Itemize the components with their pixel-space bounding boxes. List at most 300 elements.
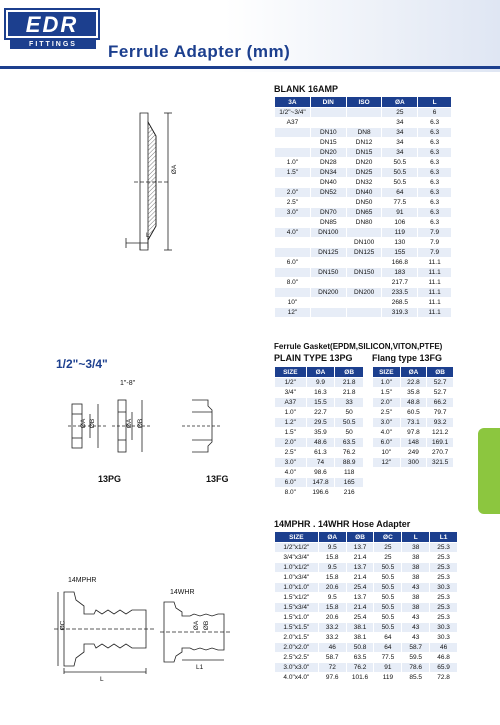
- table-cell: [275, 178, 311, 188]
- table-cell: 30.3: [430, 633, 458, 643]
- table-cell: 25.3: [430, 563, 458, 573]
- table-cell: 6.3: [418, 218, 452, 228]
- table-cell: 21.4: [346, 603, 374, 613]
- hose-title: 14MPHR . 14WHR Hose Adapter: [274, 519, 411, 529]
- table-cell: 46: [318, 643, 346, 653]
- table-cell: 268.5: [382, 298, 418, 308]
- table-cell: 6.3: [418, 128, 452, 138]
- table-cell: 12": [373, 458, 401, 468]
- table-row: [275, 543, 458, 553]
- hose-dim-l-label: L: [100, 676, 104, 683]
- plain-col-size: SIZE: [275, 367, 307, 378]
- table-cell: 43: [402, 623, 430, 633]
- whr-dim-b-label: ØB: [203, 620, 211, 631]
- table-cell: 50.8: [346, 643, 374, 653]
- hose-table: [274, 531, 458, 683]
- table-cell: 25.3: [430, 603, 458, 613]
- blank-col-iso: ISO: [346, 97, 382, 108]
- table-cell: 1.5"x1.0": [275, 613, 319, 623]
- table-cell: DN50: [346, 198, 382, 208]
- table-cell: DN15: [346, 148, 382, 158]
- table-cell: [346, 228, 382, 238]
- table-cell: 64: [374, 643, 402, 653]
- table-cell: 35.9: [306, 428, 335, 438]
- hose-col-b: ØB: [346, 532, 374, 543]
- table-cell: [346, 108, 382, 118]
- table-cell: 25.3: [430, 543, 458, 553]
- table-row: [275, 488, 364, 498]
- table-cell: 8.0": [275, 488, 307, 498]
- table-row: [275, 138, 452, 148]
- table-cell: DN65: [346, 208, 382, 218]
- table-cell: 64: [382, 188, 418, 198]
- table-cell: 6.0": [275, 258, 311, 268]
- table-cell: 50.5: [335, 418, 364, 428]
- table-cell: 6: [418, 108, 452, 118]
- blank-col-3a: 3A: [275, 97, 311, 108]
- table-row: [275, 118, 452, 128]
- table-cell: 1.5"x1.5": [275, 623, 319, 633]
- gasket-title: Ferrule Gasket(EPDM,SILICON,VITON,PTFE): [274, 342, 443, 351]
- table-row: [275, 418, 364, 428]
- table-cell: 50.5: [374, 613, 402, 623]
- table-cell: [310, 308, 346, 318]
- table-cell: 1.0"x1.0": [275, 583, 319, 593]
- table-cell: [310, 198, 346, 208]
- blank-drawing: [118, 108, 188, 258]
- table-cell: 21.4: [346, 573, 374, 583]
- table-cell: 25.4: [346, 583, 374, 593]
- table-cell: 50.5: [374, 573, 402, 583]
- table-cell: 3.0": [275, 458, 307, 468]
- table-cell: 4.0"x4.0": [275, 673, 319, 683]
- table-cell: 216: [335, 488, 364, 498]
- table-cell: 217.7: [382, 278, 418, 288]
- table-row: [275, 603, 458, 613]
- table-row: [275, 593, 458, 603]
- table-cell: 15.8: [318, 573, 346, 583]
- table-row: [373, 378, 454, 388]
- table-row: [275, 643, 458, 653]
- table-cell: 1.0": [275, 408, 307, 418]
- hose-col-a: ØA: [318, 532, 346, 543]
- table-cell: 50.5: [374, 623, 402, 633]
- table-cell: 46: [430, 643, 458, 653]
- table-cell: 148: [400, 438, 427, 448]
- table-cell: 1.5"x1/2": [275, 593, 319, 603]
- table-cell: 121.2: [427, 428, 454, 438]
- table-cell: 43: [402, 583, 430, 593]
- flang-header-row: [373, 367, 454, 378]
- table-cell: 9.5: [318, 593, 346, 603]
- table-cell: 33: [335, 398, 364, 408]
- table-cell: 3/4": [275, 388, 307, 398]
- table-cell: 48.6: [306, 438, 335, 448]
- table-row: [275, 478, 364, 488]
- table-cell: 4.0": [373, 428, 401, 438]
- table-cell: DN100: [310, 228, 346, 238]
- table-row: [275, 408, 364, 418]
- table-row: [275, 248, 452, 258]
- flang-col-a: ØA: [400, 367, 427, 378]
- table-cell: 16.3: [306, 388, 335, 398]
- table-cell: 1.0"x3/4": [275, 573, 319, 583]
- table-row: [275, 158, 452, 168]
- table-cell: 2.0"x2.0": [275, 643, 319, 653]
- table-cell: 50.5: [374, 593, 402, 603]
- table-cell: 1.0": [275, 158, 311, 168]
- flang-title: Flang type 13FG: [372, 353, 443, 363]
- table-cell: 196.6: [306, 488, 335, 498]
- table-cell: 2.5": [275, 198, 311, 208]
- table-cell: 25.3: [430, 613, 458, 623]
- table-row: [275, 563, 458, 573]
- table-cell: 11.1: [418, 268, 452, 278]
- table-cell: DN15: [310, 138, 346, 148]
- table-cell: 321.5: [427, 458, 454, 468]
- table-cell: 6.0": [373, 438, 401, 448]
- table-row: [275, 178, 452, 188]
- flang-table: [372, 366, 454, 468]
- table-cell: 43: [402, 613, 430, 623]
- table-cell: 2.0": [275, 438, 307, 448]
- table-row: [275, 553, 458, 563]
- table-cell: A37: [275, 118, 311, 128]
- table-row: [373, 388, 454, 398]
- table-cell: [275, 148, 311, 158]
- table-row: [275, 653, 458, 663]
- table-cell: 43: [402, 633, 430, 643]
- side-tab[interactable]: [478, 428, 500, 514]
- table-cell: 77.5: [382, 198, 418, 208]
- table-cell: 58.7: [318, 653, 346, 663]
- hose-mphr-drawing: [54, 584, 164, 674]
- table-cell: 7.9: [418, 228, 452, 238]
- table-cell: 7.9: [418, 238, 452, 248]
- title-rule: [0, 66, 500, 69]
- table-row: [275, 388, 364, 398]
- table-row: [275, 308, 452, 318]
- table-cell: 72.8: [430, 673, 458, 683]
- fg-label: 13FG: [206, 474, 229, 484]
- table-cell: 52.7: [427, 378, 454, 388]
- table-cell: 34: [382, 118, 418, 128]
- table-row: [373, 398, 454, 408]
- table-cell: 46.8: [430, 653, 458, 663]
- table-row: [275, 278, 452, 288]
- table-cell: 50.5: [382, 178, 418, 188]
- table-cell: 97.8: [400, 428, 427, 438]
- plain-table: [274, 366, 364, 498]
- whr-dim-l1-label: L1: [196, 664, 204, 671]
- table-cell: 38: [402, 603, 430, 613]
- table-cell: 50.5: [374, 603, 402, 613]
- table-row: [275, 258, 452, 268]
- table-row: [275, 438, 364, 448]
- table-cell: DN52: [310, 188, 346, 198]
- table-cell: 21.8: [335, 388, 364, 398]
- table-cell: DN125: [346, 248, 382, 258]
- table-cell: [346, 308, 382, 318]
- table-cell: DN70: [310, 208, 346, 218]
- table-cell: DN200: [346, 288, 382, 298]
- blank-dim-l-label: L: [146, 232, 150, 239]
- hose-dim-c-label: ØC: [59, 620, 67, 631]
- table-cell: [275, 218, 311, 228]
- table-cell: 33.2: [318, 633, 346, 643]
- brand-logo-sub: FITTINGS: [10, 40, 96, 49]
- table-cell: 10": [275, 298, 311, 308]
- table-row: [275, 148, 452, 158]
- table-cell: DN32: [346, 178, 382, 188]
- table-cell: 25.4: [346, 613, 374, 623]
- table-cell: 35.8: [400, 388, 427, 398]
- table-cell: 11.1: [418, 308, 452, 318]
- table-cell: 166.8: [382, 258, 418, 268]
- table-cell: 78.6: [402, 663, 430, 673]
- table-cell: 101.6: [346, 673, 374, 683]
- table-cell: 4.0": [275, 228, 311, 238]
- table-cell: 22.8: [400, 378, 427, 388]
- table-cell: [275, 138, 311, 148]
- table-cell: 6.3: [418, 148, 452, 158]
- table-cell: 1/2": [275, 378, 307, 388]
- table-row: [275, 168, 452, 178]
- table-cell: 6.0": [275, 478, 307, 488]
- flang-col-b: ØB: [427, 367, 454, 378]
- table-cell: 91: [382, 208, 418, 218]
- table-cell: [275, 248, 311, 258]
- table-cell: 91: [374, 663, 402, 673]
- table-cell: 3.0": [275, 208, 311, 218]
- table-cell: 147.8: [306, 478, 335, 488]
- table-cell: 25: [374, 553, 402, 563]
- table-cell: [275, 288, 311, 298]
- table-row: [275, 573, 458, 583]
- table-cell: 50: [335, 408, 364, 418]
- table-row: [275, 208, 452, 218]
- table-cell: 50.5: [382, 168, 418, 178]
- table-row: [275, 288, 452, 298]
- table-row: [275, 623, 458, 633]
- plain-col-a: ØA: [306, 367, 335, 378]
- table-row: [373, 408, 454, 418]
- table-cell: 1.5": [275, 168, 311, 178]
- table-cell: DN20: [310, 148, 346, 158]
- table-cell: 6.3: [418, 198, 452, 208]
- table-cell: 25.3: [430, 553, 458, 563]
- blank-title: BLANK 16AMP: [274, 84, 339, 94]
- table-cell: 33.2: [318, 623, 346, 633]
- table-cell: 2.0"x1.5": [275, 633, 319, 643]
- table-row: [275, 108, 452, 118]
- table-cell: 30.3: [430, 583, 458, 593]
- table-cell: 8.0": [275, 278, 311, 288]
- table-cell: 11.1: [418, 278, 452, 288]
- table-cell: 15.8: [318, 603, 346, 613]
- brand-logo-mark: EDR: [6, 10, 98, 38]
- table-cell: 74: [306, 458, 335, 468]
- table-row: [275, 468, 364, 478]
- table-cell: DN12: [346, 138, 382, 148]
- table-cell: 2.0": [373, 398, 401, 408]
- table-cell: 6.3: [418, 158, 452, 168]
- table-row: [275, 448, 364, 458]
- table-cell: 119: [382, 228, 418, 238]
- table-row: [275, 673, 458, 683]
- blank-table: [274, 96, 452, 318]
- table-row: [275, 428, 364, 438]
- table-row: [275, 218, 452, 228]
- table-cell: 85.5: [402, 673, 430, 683]
- table-cell: 7.9: [418, 248, 452, 258]
- table-row: [373, 418, 454, 428]
- table-cell: DN80: [346, 218, 382, 228]
- table-cell: 1.0"x1/2": [275, 563, 319, 573]
- table-cell: 3.0": [373, 418, 401, 428]
- table-cell: DN85: [310, 218, 346, 228]
- table-cell: 79.7: [427, 408, 454, 418]
- table-cell: 77.5: [374, 653, 402, 663]
- table-cell: 50: [335, 428, 364, 438]
- gasket-dim-label: 1"-8": [120, 380, 136, 387]
- table-cell: 97.6: [318, 673, 346, 683]
- table-cell: 50.5: [374, 563, 402, 573]
- table-row: [275, 238, 452, 248]
- table-cell: 30.3: [430, 623, 458, 633]
- table-row: [275, 633, 458, 643]
- table-cell: 118: [335, 468, 364, 478]
- hose-whr-drawing: [160, 600, 240, 664]
- table-cell: 63.5: [346, 653, 374, 663]
- table-row: [275, 128, 452, 138]
- table-cell: A37: [275, 398, 307, 408]
- table-cell: DN25: [346, 168, 382, 178]
- table-cell: 233.5: [382, 288, 418, 298]
- table-cell: 2.5"x2.5": [275, 653, 319, 663]
- table-cell: 13.7: [346, 563, 374, 573]
- fg-dim-b-label: ØB: [137, 418, 145, 429]
- whr-label: 14WHR: [170, 589, 195, 596]
- table-cell: 58.7: [402, 643, 430, 653]
- table-cell: 21.4: [346, 553, 374, 563]
- table-cell: 63.5: [335, 438, 364, 448]
- table-cell: 48.8: [400, 398, 427, 408]
- table-cell: DN40: [346, 188, 382, 198]
- table-cell: 52.7: [427, 388, 454, 398]
- table-cell: 72: [318, 663, 346, 673]
- table-cell: 2.5": [373, 408, 401, 418]
- table-cell: [310, 238, 346, 248]
- table-cell: [310, 278, 346, 288]
- table-row: [275, 663, 458, 673]
- table-row: [275, 188, 452, 198]
- table-cell: [275, 238, 311, 248]
- table-cell: 21.8: [335, 378, 364, 388]
- table-cell: 59.5: [402, 653, 430, 663]
- table-cell: 38.1: [346, 633, 374, 643]
- table-cell: [346, 258, 382, 268]
- table-cell: 6.3: [418, 118, 452, 128]
- hose-col-l: L: [402, 532, 430, 543]
- table-row: [275, 378, 364, 388]
- table-cell: 13.7: [346, 593, 374, 603]
- table-cell: 76.2: [335, 448, 364, 458]
- table-cell: [275, 268, 311, 278]
- table-cell: [275, 128, 311, 138]
- table-cell: 13.7: [346, 543, 374, 553]
- table-cell: 15.5: [306, 398, 335, 408]
- table-cell: 93.2: [427, 418, 454, 428]
- table-cell: 9.9: [306, 378, 335, 388]
- table-cell: 29.5: [306, 418, 335, 428]
- table-cell: 1.0": [373, 378, 401, 388]
- pg-label: 13PG: [98, 474, 122, 484]
- table-row: [275, 613, 458, 623]
- table-cell: 155: [382, 248, 418, 258]
- table-cell: 300: [400, 458, 427, 468]
- table-cell: 6.3: [418, 168, 452, 178]
- table-cell: 50.5: [382, 158, 418, 168]
- table-cell: 169.1: [427, 438, 454, 448]
- table-cell: 38: [402, 553, 430, 563]
- table-row: [275, 583, 458, 593]
- size-range-label: 1/2"~3/4": [56, 357, 108, 371]
- plain-header-row: [275, 367, 364, 378]
- table-row: [275, 198, 452, 208]
- table-cell: 25: [382, 108, 418, 118]
- table-cell: 270.7: [427, 448, 454, 458]
- table-cell: [346, 278, 382, 288]
- table-row: [275, 458, 364, 468]
- fg-dim-a-label: ØA: [126, 418, 134, 429]
- table-cell: 165: [335, 478, 364, 488]
- table-cell: 1.2": [275, 418, 307, 428]
- table-cell: DN150: [310, 268, 346, 278]
- table-cell: 25: [374, 543, 402, 553]
- table-cell: DN10: [310, 128, 346, 138]
- table-row: [275, 228, 452, 238]
- table-row: [275, 398, 364, 408]
- table-row: [373, 438, 454, 448]
- blank-dim-a-label: ØA: [171, 164, 179, 175]
- table-row: [373, 448, 454, 458]
- table-cell: 3.0"x3.0": [275, 663, 319, 673]
- table-cell: 1.5": [275, 428, 307, 438]
- table-cell: 34: [382, 138, 418, 148]
- table-cell: 3/4"x3/4": [275, 553, 319, 563]
- table-row: [275, 298, 452, 308]
- table-cell: 12": [275, 308, 311, 318]
- table-cell: [310, 118, 346, 128]
- blank-header-row: [275, 97, 452, 108]
- table-cell: 11.1: [418, 258, 452, 268]
- table-cell: 38: [402, 573, 430, 583]
- hose-col-c: ØC: [374, 532, 402, 543]
- table-cell: 4.0": [275, 468, 307, 478]
- table-cell: 20.6: [318, 613, 346, 623]
- table-cell: 249: [400, 448, 427, 458]
- table-cell: 50.5: [374, 583, 402, 593]
- table-cell: 64: [374, 633, 402, 643]
- table-cell: 1/2"~3/4": [275, 108, 311, 118]
- table-cell: DN20: [346, 158, 382, 168]
- blank-col-l: L: [418, 97, 452, 108]
- table-row: [373, 428, 454, 438]
- pg-dim-a-label: ØA: [80, 418, 88, 429]
- table-cell: DN150: [346, 268, 382, 278]
- hose-col-l1: L1: [430, 532, 458, 543]
